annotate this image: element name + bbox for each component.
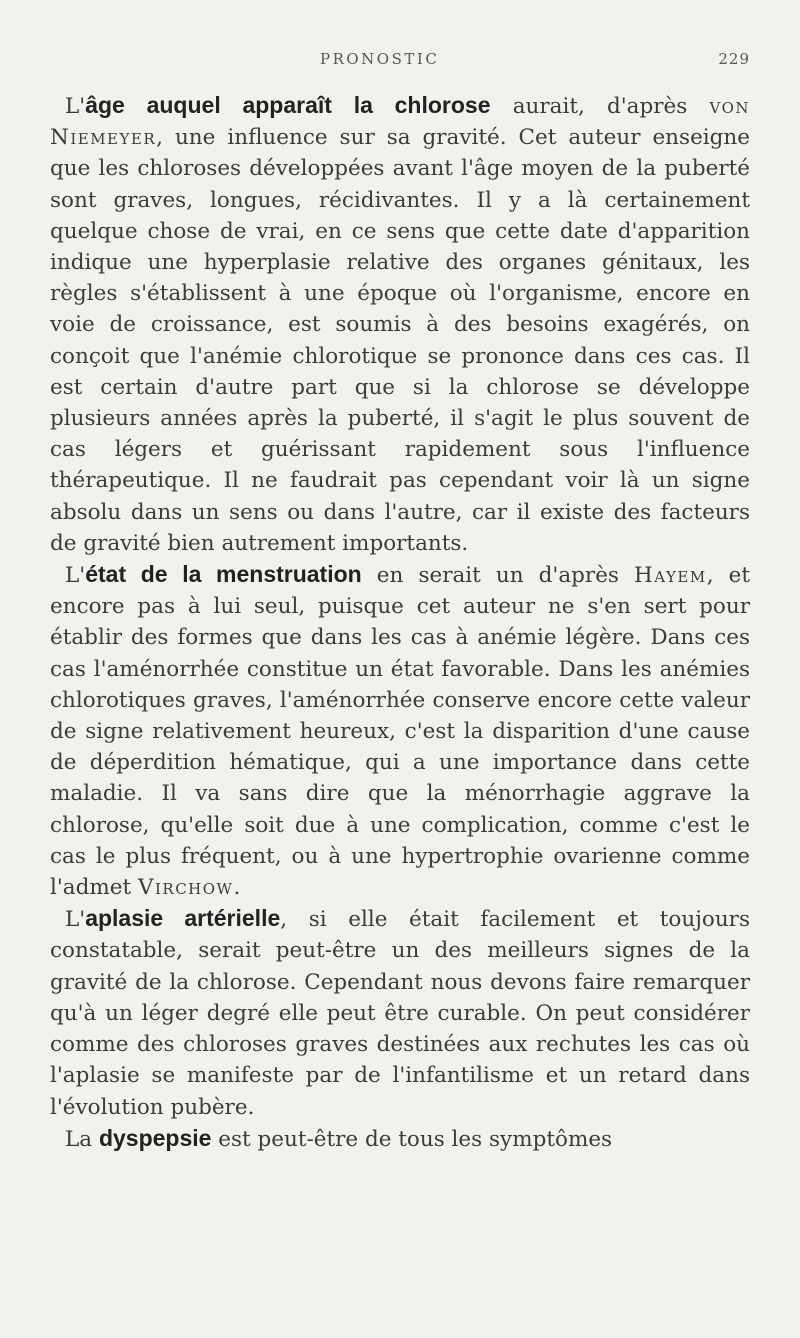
body-text: . bbox=[233, 875, 241, 901]
paragraph-aplasie bbox=[50, 903, 750, 1122]
body-text: est peut-être de tous les symptômes bbox=[211, 1126, 613, 1152]
body-text: , et encore pas à lui seul, puisque cet auteur ne s'en sert pour établir des formes que dans les cas à anémie légère. Dans ces cas l'aménorrhée constitue un état favorable. Dans les anémies chlorotiques graves, l'aménorrhée conserve encore cette valeur de signe relativement heureux, c'est la disparition d'une cause de déperdition hématique, qui a une importance dans cette maladie. Il va sans dire que la ménorrhagie aggrave la chlorose, qu'elle soit due à une complication, comme c'est le cas le plus fréquent, ou à une hypertrophie ovarienne comme l'admet bbox=[50, 563, 750, 901]
lead-text: L' bbox=[65, 563, 86, 589]
body-text: en serait un d'après bbox=[361, 563, 635, 589]
section-heading-dyspepsie: dyspepsie bbox=[98, 1124, 212, 1151]
section-heading-age: âge auquel apparaît la chlorose bbox=[85, 92, 491, 118]
author-name: Hayem bbox=[634, 563, 707, 589]
document-page bbox=[50, 50, 750, 1155]
body-text: aurait, d'après bbox=[490, 94, 710, 119]
section-heading-menstruation: état de la menstruation bbox=[85, 561, 362, 588]
running-title: PRONOSTIC bbox=[320, 50, 440, 68]
author-name: von Niemeyer bbox=[50, 94, 750, 151]
paragraph-age bbox=[50, 90, 750, 559]
author-name: Virchow bbox=[137, 875, 234, 901]
body-text: , si elle était facilement et toujours constatable, serait peut-être un des meilleurs signes de la gravité de la chlorose. Cependant nous devons faire remarquer qu'à un léger degré elle peut être curable. On peut considérer comme des chloroses graves destinées aux rechutes les cas où l'aplasie se manifeste par de l'infantilisme et un retard dans l'évolution pubère. bbox=[50, 907, 750, 1120]
paragraph-dyspepsie bbox=[50, 1123, 750, 1155]
running-head bbox=[50, 50, 750, 90]
section-heading-aplasie: aplasie artérielle bbox=[85, 905, 281, 932]
paragraph-menstruation bbox=[50, 559, 750, 903]
lead-text: L' bbox=[65, 94, 86, 119]
lead-text: L' bbox=[65, 907, 86, 933]
body-text: , une influence sur sa gravité. Cet auteur enseigne que les chloroses développées avant l'âge moyen de la puberté sont graves, longues, récidivantes. Il y a là certainement quelque chose de vrai, en ce sens que cette date d'apparition indique une hyperplasie relative des organes génitaux, les règles s'établissent à une époque où l'organisme, encore en voie de croissance, est soumis à des besoins exagérés, on conçoit que l'anémie chlorotique se prononce dans ces cas. Il est certain d'autre part que si la chlorose se développe plusieurs années après la puberté, il s'agit le plus souvent de cas légers et guérissant rapidement sous l'influence thérapeutique. Il ne faudrait pas cependant voir là un signe absolu dans un sens ou dans l'autre, car il existe des facteurs de gravité bien autrement importants. bbox=[50, 125, 750, 556]
page-number: 229 bbox=[718, 50, 750, 68]
lead-text: La bbox=[65, 1126, 99, 1152]
